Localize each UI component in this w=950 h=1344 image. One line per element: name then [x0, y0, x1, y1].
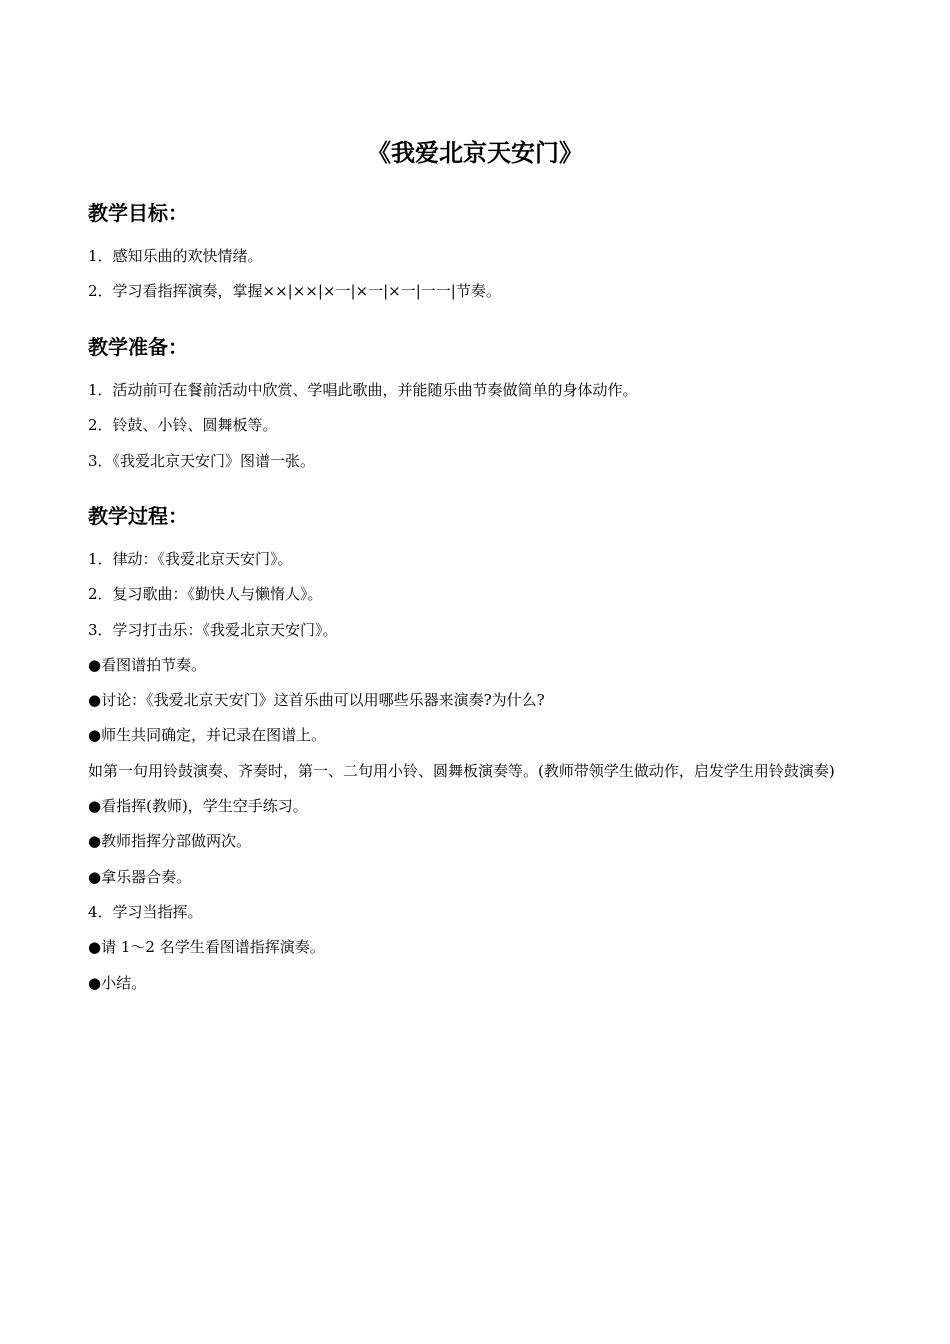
list-item: 1．律动：《我爱北京天安门》。 — [88, 550, 293, 568]
list-item: ●拿乐器合奏。 — [88, 867, 192, 886]
list-item: ●师生共同确定，并记录在图谱上。 — [88, 726, 327, 745]
list-item: ●看指挥(教师)，学生空手练习。 — [88, 797, 308, 816]
list-item: ●教师指挥分部做两次。 — [88, 832, 252, 851]
document-title: 《我爱北京天安门》 — [367, 139, 583, 167]
list-item: 3．《我爱北京天安门》图谱一张。 — [88, 451, 316, 470]
list-item: 3．学习打击乐：《我爱北京天安门》。 — [88, 620, 338, 639]
list-item: 1．活动前可在餐前活动中欣赏、学唱此歌曲，并能随乐曲节奏做简单的身体动作。 — [88, 381, 638, 399]
list-item: 2．铃鼓、小铃、圆舞板等。 — [88, 416, 278, 435]
section-heading: 教学准备： — [88, 335, 188, 359]
list-item: ●讨论：《我爱北京天安门》这首乐曲可以用哪些乐器来演奏?为什么? — [88, 691, 545, 710]
list-item: ●小结。 — [88, 973, 147, 992]
list-item: 4．学习当指挥。 — [88, 902, 203, 921]
list-item: 1．感知乐曲的欢快情绪。 — [88, 247, 263, 265]
list-item: ●看图谱拍节奏。 — [88, 655, 207, 674]
section-teaching-preparation — [88, 333, 868, 479]
list-item: 2．复习歌曲：《勤快人与懒惰人》。 — [88, 585, 323, 604]
list-item: 2．学习看指挥演奏，掌握××|××|×一|×一|×一|一一|节奏。 — [88, 282, 501, 301]
paragraph: 如第一句用铃鼓演奏、齐奏时，第一、二句用小铃、圆舞板演奏等。(教师带领学生做动作，启发学生用铃鼓演奏) — [88, 761, 835, 780]
list-item: ●请 1～2 名学生看图谱指挥演奏。 — [88, 938, 325, 957]
section-teaching-goals — [88, 199, 868, 310]
section-teaching-process — [88, 502, 868, 1001]
section-heading: 教学目标： — [88, 201, 188, 225]
section-heading: 教学过程： — [88, 504, 188, 528]
